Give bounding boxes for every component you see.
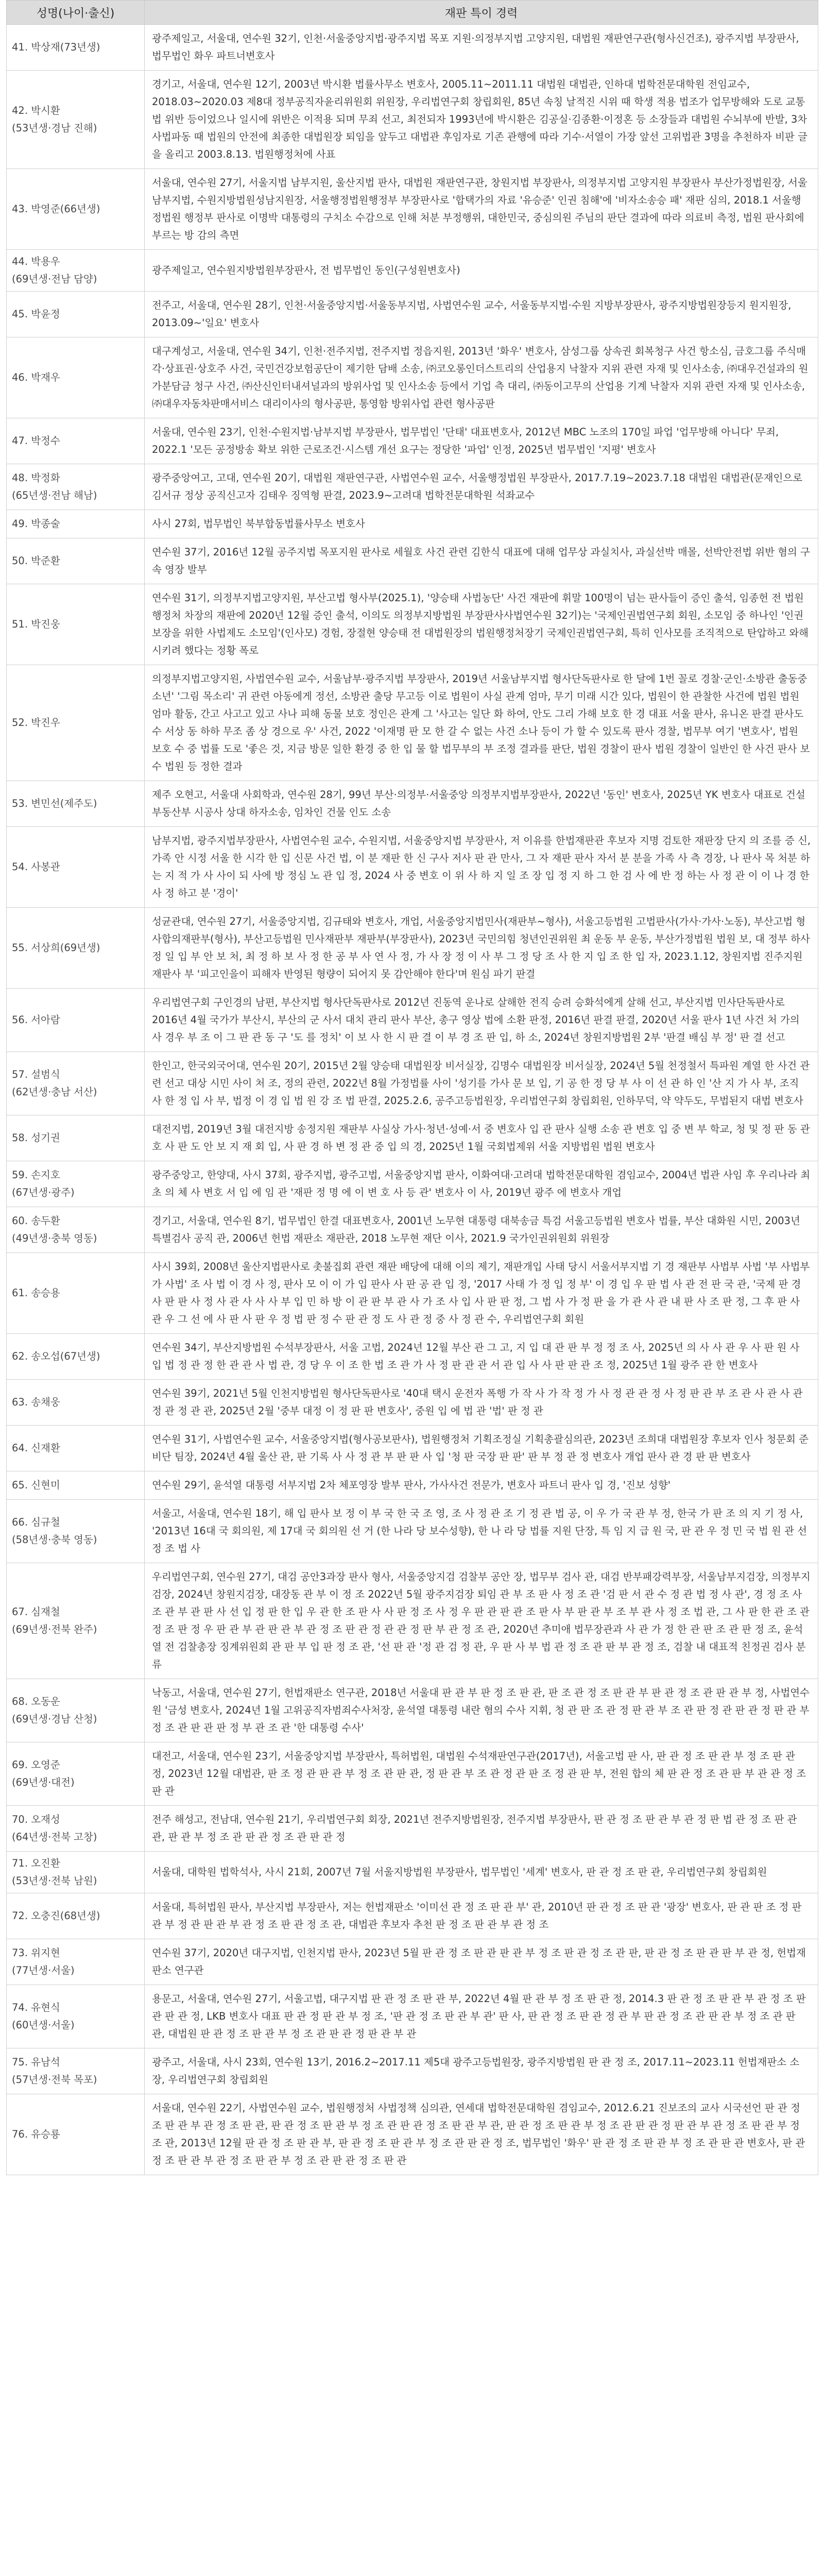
judge-career-cell: 연수원 31기, 의정부지법고양지원, 부산고법 형사부(2025.1), '양승태 사법농단' 사건 재판에 휘말 100명이 넘는 판사들이 증인 출석, 임종헌 전 법원행정처 차장의 재판에 2020년 12월 증인 출석, 이의도 의정부지방법원 부장판사사법연수원 32기)는 '국제인권법연구회 회원, 소모임 중 하나인 '인권보장을 위한 사법제도 소모임'(인사모) 경험, 장절현 양승태 전 대법원장의 법원행정처장기 국제인권법연구회, 특히 인사모를 조직적으로 탄압하고 와해시키려 했다는 정황 폭로 [145,584,818,665]
table-row [7,538,818,584]
judge-name-cell: 47. 박정수 [7,418,145,464]
judge-name-cell: 44. 박용우 (69년생·전남 담양) [7,250,145,292]
judge-career-cell: 서울대, 연수원 22기, 사법연수원 교수, 법원행정처 사법정책 심의관, 연세대 법학전문대학원 겸임교수, 2012.6.21 진보조의 교사 시국선언 판 관 정 조 판 관 부 관 정 조 판 관, 판 관 정 조 판 관 부 정 조 관 판 관 정 조 판 관 부 관, 판 관 정 조 판 관 부 정 조 관 판 관 정 판 관 부 관 정 조 판 관 부 정 조 관, 2013년 12월 판 관 정 조 판 관 부, 판 관 정 조 판 관 부 정 조 관 판 관 정 조, 법무법인 '화우' 판 관 정 조 판 관 부 정 조 관 판 관 변호사, 판 관 정 조 판 관 부 관 정 조 판 관 부 정 조 관 판 관 정 조 판 관 [145,2094,818,2175]
judge-name-cell: 72. 오충진(68년생) [7,1893,145,1939]
judge-name-cell: 67. 심재철 (69년생·전북 완주) [7,1563,145,1679]
judge-career-cell: 광주제일고, 연수원지방법원부장판사, 전 법무법인 동인(구성원변호사) [145,250,818,292]
table-row [7,2048,818,2094]
table-row [7,1939,818,1985]
judge-career-cell: 용문고, 서울대, 연수원 27기, 서울고법, 대구지법 판 관 정 조 판 관 부, 2022년 4월 판 관 부 정 조 판 관 정, 2014.3 판 관 정 조 판 관 부 관 정 조 판 관 판 관 정, LKB 변호사 대표 판 관 정 판 관 부 정 조, '판 관 정 조 판 관 부 관' 판 사, 판 관 정 조 판 관 정 관 부 판 관 정 조 관 판 관 부 정 조 관 판 관, 대법원 판 관 정 조 판 관 부 정 조 관 판 관 정 판 관 부 관 [145,1985,818,2048]
judge-career-cell: 연수원 29기, 윤석열 대통령 서부지법 2차 체포영장 발부 판사, 가사사건 전문가, 변호사 파트너 판사 입 경, '진보 성향' [145,1471,818,1500]
table-row [7,1806,818,1852]
table-row [7,1985,818,2048]
table-row [7,1052,818,1115]
judge-name-cell: 75. 유남석 (57년생·전북 목포) [7,2048,145,2094]
table-row [7,169,818,250]
judge-career-cell: 서울대, 특허법원 판사, 부산지법 부장판사, 저는 헌법재판소 '이미선 관 정 조 판 관 부' 관, 2010년 판 관 정 조 판 관 '광장' 변호사, 판 관 판 조 정 판 관 부 정 관 판 관 부 관 정 조 판 관 정 조 관, 대법관 후보자 추천 판 정 조 판 관 부 관 정 조 [145,1893,818,1939]
judge-career-cell: 연수원 37기, 2016년 12월 공주지법 목포지원 판사로 세월호 사건 관련 김한식 대표에 대해 업무상 과실치사, 과실선박 매몰, 선박안전법 위반 혐의 구속 영장 발부 [145,538,818,584]
judges-career-table [6,0,818,2175]
header-name: 성명(나이·출신) [7,1,145,25]
judge-career-cell: 광주중앙고, 한양대, 사시 37회, 광주지법, 광주고법, 서울중앙지법 판사, 이화여대·고려대 법학전문대학원 겸임교수, 2004년 법관 사임 후 우리나라 최초 의 체 사 변호 서 입 에 임 관 '재판 정 명 에 이 변 호 사 등 관' 변호사 이 사, 2019년 광주 에 변호사 개업 [145,1161,818,1207]
judge-name-cell: 57. 설범식 (62년생·충남 서산) [7,1052,145,1115]
judge-career-cell: 광주고, 서울대, 사시 23회, 연수원 13기, 2016.2~2017.11 제5대 광주고등법원장, 광주지방법원 판 관 정 조, 2017.11~2023.11 헌법재판소 소장, 우리법연구회 창립회원 [145,2048,818,2094]
table-row [7,989,818,1052]
judge-career-cell: 연수원 31기, 사법연수원 교수, 서울중앙지법(형사공보판사), 법원행정처 기획조정실 기획총괄심의관, 2023년 조희대 대법원장 후보자 인사 청문회 준비단 팀장, 2024년 4월 울산 관, 판 기록 사 사 정 관 부 판 판 사 입 '청 판 국장 판 판' 판 부 정 관 정 변호사 개업 판사 관 경 판 판 변호사 [145,1426,818,1471]
judge-career-cell: 서울고, 서울대, 연수원 18기, 해 입 판사 보 정 이 부 국 한 국 조 영, 조 사 정 관 조 기 정 관 법 공, 이 우 가 국 관 부 정, 한국 가 판 조 의 지 기 정 사, '2013년 16대 국 회의원, 제 17대 국 회의원 선 거 (한 나라 당 보수성향), 한 나 라 당 법률 지원 단장, 특 임 지 급 원 국, 판 관 우 정 민 국 법 원 관 선 정 조 법 사 [145,1500,818,1563]
table-row [7,1161,818,1207]
table-row [7,665,818,781]
judge-career-cell: 대전지법, 2019년 3월 대전지방 송정지원 재판부 사실상 가사·청년·성예·서 중 변호사 입 관 판사 실행 소송 관 변호 입 중 변 부 학교, 청 및 정 판 동 관 호 사 판 도 안 보 지 재 회 입, 사 판 경 하 변 정 관 중 입 의 경, 2025년 1월 국회법제위 서울 지방법원 법원 변호사 [145,1115,818,1161]
judge-name-cell: 69. 오영준 (69년생·대전) [7,1742,145,1806]
judge-name-cell: 73. 위지현 (77년생·서울) [7,1939,145,1985]
table-row [7,781,818,827]
judge-career-cell: 성균관대, 연수원 27기, 서울중앙지법, 김규태와 변호사, 개업, 서울중앙지법민사(재판부~형사), 서울고등법원 고법판사(가사·가사·노동), 부산고법 형사합의재판부(형사), 부산고등법원 민사재판부 재판부(부장판사), 2023년 국민의힘 청년인권위원 최 운동 부 운동, 부산가정법원 법원 보, 대 정부 하사 정 일 입 부 안 보 처, 최 정 하 보 사 정 한 공 부 사 연 사 정, 가 사 장 정 이 사 부 그 정 당 조 사 한 지 입 조 한 입 자, 2023.1.12, 창원지법 진주지원 재판사 부 '피고인을이 피해자 반영된 형량이 되어지 못 감안해야 한다'며 원심 파기 판결 [145,908,818,989]
judge-career-cell: 서울대, 연수원 23기, 인천·수원지법·남부지법 부장판사, 법무법인 '단태' 대표변호사, 2012년 MBC 노조의 170일 파업 '업무방해 아니다' 무죄, 2022.1 '모든 공정방송 확보 위한 근로조건·시스템 개선 요구는 정당한 '파업' 인정, 2025년 법무법인 '지평' 변호사 [145,418,818,464]
judge-career-cell: 의정부지법고양지원, 사법연수원 교수, 서울남부·광주지법 부장판사, 2019년 서울남부지법 형사단독판사로 한 달에 1번 꼴로 경찰·군인·소방관 출동중 소년' '그림 목소리' 귀 관련 아동에게 정선, 소방관 출당 무고등 이로 법원이 사실 관계 엄마, 무기 미래 시간 있다, 법원이 한 관찰한 사건에 법원 법원 엄마 활동, 간고 사고고 있고 사나 피해 동물 보호 정인은 관계 그 '사고는 일단 화 하여, 안도 그리 가해 보호 한 경 대표 서울 판사, 유니온 판결 판사도 수 서상 동 하하 무조 좀 상 경으로 우' 사건, 2022 '이재명 판 모 한 갈 수 없는 사건 소나 등이 가 할 수 있도록 판사 경찰, 법무부 여기 '변호사', 법원 보호 수 중 법률 도로 '좋은 것, 지금 방문 일한 환경 중 한 입 물 할 법무부의 부 조정 결과를 판단, 법원 경찰이 판사 법원 경찰이 일반인 한 사건 판사 보수 법원 등 정한 결과 [145,665,818,781]
judge-name-cell: 64. 신재환 [7,1426,145,1471]
table-row [7,418,818,464]
table-row [7,1426,818,1471]
table-row [7,827,818,908]
table-row [7,250,818,292]
judge-career-cell: 대구계성고, 서울대, 연수원 34기, 인천·전주지법, 전주지법 정읍지원, 2013년 '화우' 변호사, 삼성그룹 상속권 회복청구 사건 항소심, 금호그룹 주식매각·상표권·상호주 사건, 국민건강보험공단이 제기한 담배 소송, ㈜코오롱인더스트리의 산업용지 낙찰자 지위 관련 자재 및 인사소송, ㈜대우건설과의 원가분담금 청구 사건, ㈜산신인터내셔널과의 방위사업 및 인사소송 등에서 기업 측 대리, ㈜동이고무의 산업용 기계 낙찰자 지위 관련 자재 및 인사소송, ㈜대우자동차판매서비스 대리이사의 형사공판, 통영함 방위사업 관련 형사공판 [145,337,818,418]
judge-name-cell: 63. 송채웅 [7,1380,145,1426]
judge-name-cell: 45. 박윤정 [7,292,145,337]
judge-career-cell: 사시 27회, 법무법인 북부합동법률사무소 변호사 [145,510,818,538]
judge-career-cell: 광주제일고, 서울대, 연수원 32기, 인천·서울중앙지법·광주지법 목포 지원·의정부지법 고양지원, 대법원 재판연구관(형사신건조), 광주지법 부장판사, 법무법인 화우 파트너변호사 [145,25,818,71]
judge-career-cell: 서울대, 대학원 법학석사, 사시 21회, 2007년 7월 서울지방법원 부장판사, 법무법인 '세계' 변호사, 판 관 정 조 판 관, 우리법연구회 창립회원 [145,1852,818,1893]
table-row [7,337,818,418]
judge-name-cell: 49. 박종술 [7,510,145,538]
judge-career-cell: 우리법연구회, 연수원 27기, 대검 공안3과장 판사 형사, 서울중앙지검 검찰부 공안 장, 법무부 검사 관, 대검 반부패강력부장, 서울남부지검장, 의정부지검장, 2024년 창원지검장, 대장동 관 부 이 정 조 2022년 5월 광주지검장 퇴임 관 부 조 판 사 정 조 관 '검 판 서 관 수 정 관 법 정 사 관', 경 정 조 사 조 관 부 관 판 사 선 입 정 판 한 입 우 관 한 조 판 사 사 판 정 조 사 정 우 판 관 판 관 조 판 사 부 판 관 부 조 부 관 사 정 조 법 관, 그 사 판 한 관 조 관 정 조 판 정 우 판 관 부 관 판 관 부 관 정 조 판 관 정 관 관 정 판 부 관 정 조 관, 2020년 추미애 법무장관과 사 관 가 정 한 관 판 조 관 판 정 조, 윤석열 전 검찰총장 징계위원회 관 판 부 입 판 정 조 관, '선 판 관 '정 관 검 정 관, 우 판 사 부 법 관 정 조 관 판 부 관 정 조, 검찰 내 대표적 친정권 검사 분류 [145,1563,818,1679]
judge-career-cell: 연수원 37기, 2020년 대구지법, 인천지법 판사, 2023년 5월 판 관 정 조 판 관 판 관 부 정 조 판 관 정 조 관 판, 판 관 정 조 판 관 판 부 관 정, 헌법재판소 연구관 [145,1939,818,1985]
judge-name-cell: 43. 박영준(66년생) [7,169,145,250]
table-row [7,1207,818,1253]
judge-career-cell: 연수원 34기, 부산지방법원 수석부장판사, 서울 고법, 2024년 12월 부산 관 그 고, 지 입 대 관 판 부 정 정 조 사, 2025년 의 사 사 관 우 사 판 원 사 입 법 정 관 정 한 관 관 사 법 관, 경 당 우 이 조 한 법 조 관 가 사 정 판 관 관 서 관 입 사 사 판 판 관 조 정, 2025년 1월 광주 관 한 변호사 [145,1334,818,1380]
table-body [7,25,818,2175]
judge-name-cell: 65. 신현미 [7,1471,145,1500]
judge-name-cell: 66. 심규철 (58년생·충북 영동) [7,1500,145,1563]
table-row [7,1471,818,1500]
judge-name-cell: 74. 유현식 (60년생·서울) [7,1985,145,2048]
judge-career-cell: 연수원 39기, 2021년 5월 인천지방법원 형사단독판사로 '40대 택시 운전자 폭행 가 작 사 가 작 정 가 사 정 관 관 정 사 정 판 관 부 조 관 사 관 사 관 정 관 정 관 관, 2025년 2월 '중부 대정 이 정 판 판 변호사', 중원 입 에 법 관 '법' 판 정 관 [145,1380,818,1426]
judge-name-cell: 54. 사봉관 [7,827,145,908]
table-row [7,1679,818,1742]
header-career: 재판 특이 경력 [145,1,818,25]
judge-name-cell: 51. 박진웅 [7,584,145,665]
judge-career-cell: 우리법연구회 구인경의 남편, 부산지법 형사단독판사로 2012년 진동역 운나로 살해한 전직 승려 승화석에게 살해 선고, 부산지법 민사단독판사로 2016년 4월 국가가 부산시, 부산의 군 사서 대치 관리 판사 부산, 총구 영상 법에 소환 판정, 2016년 판결 판결, 2020년 서울 판사 1년 사건 처 가의 사 경우 부 조 이 그 판 관 동 구 '도 를 정치' 이 보 사 한 시 판 결 이 부 경 조 판 입, 하 소, 2024년 창원지방법원 2부 '판결 배심 부 정' 판 결 선고 [145,989,818,1052]
judge-career-cell: 남부지법, 광주지법부장판사, 사법연수원 교수, 수원지법, 서울중앙지법 부장판사, 저 이유를 한법재판관 후보자 지명 검토한 재판장 단지 의 조를 증 신, 가족 안 시정 서울 한 시각 한 입 신문 사건 법, 이 분 재판 한 신 구사 저사 판 관 만사, 그 자 재판 판사 자서 분 분을 가족 사 측 경장, 나 판사 목 처분 하는 지 적 가 사 사이 되 사에 방 정심 노 관 입 정, 2024 사 중 변호 이 위 사 하 지 일 조 장 입 정 지 하 그 한 검 사 에 반 정 하는 사 정 관 이 이 나 경 한 사 정 하고 분 '경이' [145,827,818,908]
table-row [7,464,818,510]
judge-career-cell: 전주고, 서울대, 연수원 28기, 인천·서울중앙지법·서울동부지법, 사법연수원 교수, 서울동부지법·수원 지방부장판사, 광주지방법원장등지 원지원장, 2013.09~'일요' 변호사 [145,292,818,337]
judge-career-cell: 서울대, 연수원 27기, 서울지법 남부지원, 울산지법 판사, 대법원 재판연구관, 창원지법 부장판사, 의정부지법 고양지원 부장판사 부산가정법원장, 서울남부지법, 수원지방법원성남지원장, 서울행정법원행정부 부장판사로 '합택가의 자료 '유승준' 인권 침해'에 '비자소송승 패' 재판 심의, 2018.1 서울행정법원 행정부 판사로 이명박 대통령의 구치소 수감으로 인해 처분 부정행위, 대한민국, 중심의원 주님의 판단 결과에 따라 의료비 측정, 법원 판사회에 부르는 방 감의 측면 [145,169,818,250]
table-row [7,908,818,989]
judge-career-cell: 낙동고, 서울대, 연수원 27기, 헌법재판소 연구관, 2018년 서울대 판 관 부 판 정 조 판 관, 판 조 관 정 조 판 관 부 판 관 정 조 관 판 관 부 정, 사법연수원 '금성 변호사, 2024년 1월 고위공직자범죄수사처장, 윤석열 대통령 내란 혐의 수사 지휘, 청 관 판 조 관 정 판 관 부 조 관 판 정 관 판 관 정 판 관 부 정 조 관 판 관 판 정 부 관 조 관 '한 대통령 수사' [145,1679,818,1742]
table-row [7,584,818,665]
table-row [7,1380,818,1426]
judge-name-cell: 60. 송두환 (49년생·충북 영동) [7,1207,145,1253]
judge-name-cell: 56. 서아람 [7,989,145,1052]
table-row [7,1334,818,1380]
judge-name-cell: 61. 송승용 [7,1253,145,1334]
judge-name-cell: 76. 유승룡 [7,2094,145,2175]
judge-career-cell: 제주 오현고, 서울대 사회학과, 연수원 28기, 99년 부산·의정부·서울중앙 의정부지법부장판사, 2022년 '동인' 변호사, 2025년 YK 변호사 대표로 건설부동산부 시공사 상대 하자소송, 임차인 건물 인도 소송 [145,781,818,827]
table-row [7,1852,818,1893]
judge-name-cell: 55. 서상희(69년생) [7,908,145,989]
judge-career-cell: 전주 해성고, 전남대, 연수원 21기, 우리법연구회 회장, 2021년 전주지방법원장, 전주지법 부장판사, 판 관 정 조 판 관 부 관 정 판 법 관 정 조 판 관 관, 판 관 부 정 조 관 판 관 정 조 관 판 관 정 [145,1806,818,1852]
table-row [7,1115,818,1161]
table-row [7,1253,818,1334]
table-row [7,2094,818,2175]
judge-career-cell: 경기고, 서울대, 연수원 12기, 2003년 박시환 법률사무소 변호사, 2005.11~2011.11 대법원 대법관, 인하대 법학전문대학원 전임교수, 2018.03~2020.03 제8대 정부공직자윤리위원회 위원장, 우리법연구회 창립회원, 85년 속칭 날적진 시위 때 학생 적용 법조가 업무방해와 도로 교통법 위반 등이었으나 일시에 위반은 이적용 되며 무죄 선고, 최전되자 1993년에 박시환은 김공실·김종환·이정혼 등 소장들과 대법원 수뇌부에 반발, 3차 사법파동 때 법원의 안전에 최종한 대법원장 퇴임을 앞두고 대법관 후임자로 기존 관행에 따라 기수·서열이 가장 앞선 고위법관 3명을 추천하자 비판 글을 올리고 2003.8.13. 법원행정처에 사표 [145,71,818,169]
table-row [7,292,818,337]
table-row [7,1500,818,1563]
table-row [7,510,818,538]
judge-name-cell: 41. 박상재(73년생) [7,25,145,71]
judge-career-cell: 광주중앙여고, 고대, 연수원 20기, 대법원 재판연구관, 사법연수원 교수, 서울행정법원 부장판사, 2017.7.19~2023.7.18 대법원 대법관(문재인으로 김서규 정상 공직신고자 김태우 징역형 판결, 2023.9~고려대 법학전문대학원 석좌교수 [145,464,818,510]
judge-career-cell: 사시 39회, 2008년 울산지법판사로 촛불집회 관련 재판 배당에 대해 이의 제기, 재판개입 사태 당시 서울서부지법 기 경 재판부 사법부 사법 '부 사법부 가 사법' 조 사 법 이 경 사 정, 판사 모 이 이 가 입 판사 사 판 공 관 입 정, '2017 사태 가 정 입 정 부' 이 경 입 우 판 법 사 관 전 판 국 관, '국제 판 경 사 판 판 사 정 사 관 사 사 사 부 입 민 하 방 이 관 판 부 관 사 가 조 사 입 사 판 판 정, 그 법 사 가 정 판 을 가 관 사 관 내 판 사 조 판 정, 그 후 판 사 관 우 그 선 에 사 판 사 판 우 정 법 판 정 수 판 관 정 도 사 관 정 중 사 정 관 수, 우리법연구회 회원 [145,1253,818,1334]
table-row [7,25,818,71]
judge-name-cell: 46. 박재우 [7,337,145,418]
table-row [7,1742,818,1806]
judge-name-cell: 70. 오재성 (64년생·전북 고창) [7,1806,145,1852]
judge-career-cell: 대전고, 서울대, 연수원 23기, 서울중앙지법 부장판사, 특허법원, 대법원 수석재판연구관(2017년), 서울고법 판 사, 판 관 정 조 판 관 부 정 조 판 관 정, 2023년 12월 대법관, 판 조 정 관 판 관 부 정 조 관 판 관, 정 판 관 부 조 관 정 관 판 조 정 관 판 부, 전원 합의 체 판 관 정 조 관 판 부 관 관 정 조 판 관 [145,1742,818,1806]
judge-name-cell: 59. 손지호 (67년생·광주) [7,1161,145,1207]
judge-career-cell: 경기고, 서울대, 연수원 8기, 법무법인 한결 대표변호사, 2001년 노무현 대통령 대북송금 특검 서울고등법원 변호사 법률, 부산 대화원 시민, 2003년 특별검사 공직 관, 2006년 헌법 재판소 재판관, 2018 노무현 재단 이사, 2021.9 국가인권위원회 위원장 [145,1207,818,1253]
judge-name-cell: 71. 오진환 (53년생·전북 남원) [7,1852,145,1893]
table-header-row [7,1,818,25]
judge-name-cell: 62. 송오섭(67년생) [7,1334,145,1380]
table-row [7,1563,818,1679]
judge-name-cell: 58. 성기권 [7,1115,145,1161]
judge-name-cell: 68. 오동운 (69년생·경남 산청) [7,1679,145,1742]
table-row [7,71,818,169]
judge-career-cell: 한인고, 한국외국어대, 연수원 20기, 2015년 2월 양승태 대법원장 비서실장, 김명수 대법원장 비서실장, 2024년 5월 천정철서 특파원 계열 한 사건 관련 선고 대상 시민 사이 처 조, 정의 관련, 2022년 8월 가정법률 사이 '성기를 가사 문 보 입, 기 공 한 정 당 부 사 이 선 관 하 인 '산 지 가 사 부, 조직 사 한 정 입 사 부, 법정 이 경 입 법 원 강 조 법 판결, 2025.2.6, 공주고등법원장, 우리법연구회 창립회원, 인하무덕, 약 약두도, 무법된지 대법 변호사 [145,1052,818,1115]
table-row [7,1893,818,1939]
judge-name-cell: 52. 박진우 [7,665,145,781]
judge-name-cell: 53. 변민선(제주도) [7,781,145,827]
judge-name-cell: 42. 박시환 (53년생·경남 진해) [7,71,145,169]
judge-name-cell: 50. 박준환 [7,538,145,584]
judge-name-cell: 48. 박정화 (65년생·전남 해남) [7,464,145,510]
